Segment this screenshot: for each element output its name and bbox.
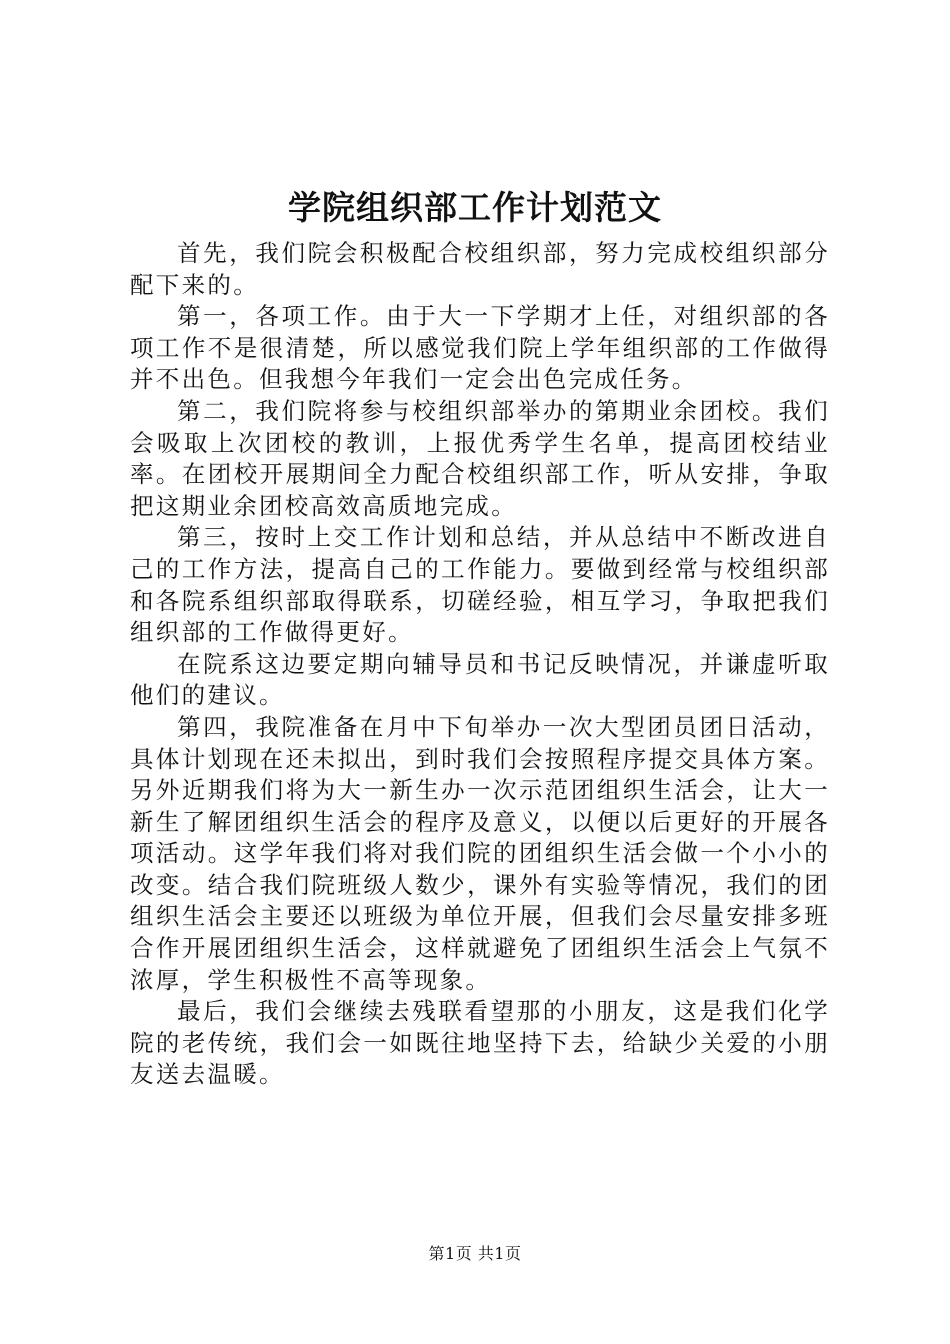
paragraph-last: 最后，我们会继续去残联看望那的小朋友，这是我们化学院的老传统，我们会一如既往地坚持下去，给缺少关爱的小朋友送去温暖。 [130, 997, 830, 1089]
document-body [130, 238, 830, 1091]
paragraph-faculty-note: 在院系这边要定期向辅导员和书记反映情况，并谦虚听取他们的建议。 [130, 649, 830, 710]
paragraph-intro: 首先，我们院会积极配合校组织部，努力完成校组织部分配下来的。 [130, 239, 830, 299]
paragraph-first: 第一，各项工作。由于大一下学期才上任，对组织部的各项工作不是很清楚，所以感觉我们院上学年组织部的工作做得并不出色。但我想今年我们一定会出色完成任务。 [130, 302, 830, 394]
page-number-footer: 第1页 共1页 [428, 1244, 522, 1263]
paragraph-second: 第二，我们院将参与校组织部举办的第期业余团校。我们会吸取上次团校的教训，上报优秀学生名单，提高团校结业率。在团校开展期间全力配合校组织部工作，听从安排，争取把这期业余团校高效高质地完成。 [130, 396, 830, 520]
paragraph-third: 第三，按时上交工作计划和总结，并从总结中不断改进自己的工作方法，提高自己的工作能力。要做到经常与校组织部和各院系组织部取得联系，切磋经验，相互学习，争取把我们组织部的工作做得更好。 [130, 523, 830, 647]
document-title: 学院组织部工作计划范文 [288, 188, 662, 227]
paragraph-fourth: 第四，我院准备在月中下旬举办一次大型团员团日活动，具体计划现在还未拟出，到时我们会按照程序提交具体方案。另外近期我们将为大一新生办一次示范团组织生活会，让大一新生了解团组织生活会的程序及意义，以便以后更好的开展各项活动。这学年我们将对我们院的团组织生活会做一个小小的改变。结合我们院班级人数少，课外有实验等情况，我们的团组织生活会主要还以班级为单位开展，但我们会尽量安排多班合作开展团组织生活会，这样就避免了团组织生活会上气氛不浓厚，学生积极性不高等现象。 [130, 712, 830, 994]
